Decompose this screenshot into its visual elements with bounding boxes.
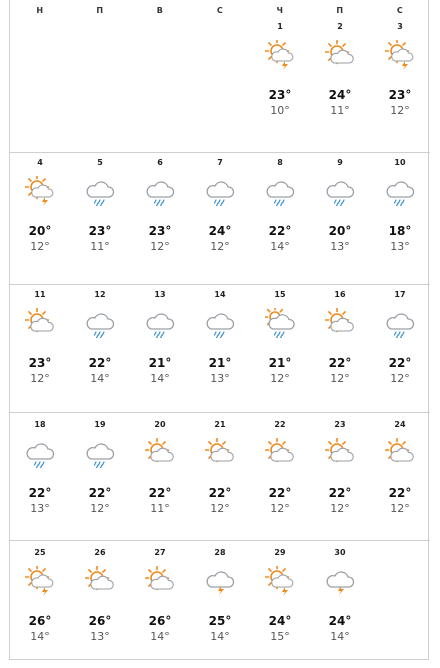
day-number: 14 [214, 290, 226, 299]
temp-low: 13° [90, 630, 110, 643]
weekday-1: Н [36, 6, 44, 15]
temp-high: 18° [388, 224, 412, 238]
weekday-3: В [156, 6, 164, 15]
temp-low: 14° [150, 630, 170, 643]
temp-high: 21° [208, 356, 232, 370]
sun-cloud-icon [325, 40, 355, 70]
day-cell-16[interactable] [310, 290, 370, 410]
weekday-header [10, 0, 430, 22]
temp-high: 22° [208, 486, 232, 500]
temp-high: 22° [268, 224, 292, 238]
temp-low: 12° [330, 502, 350, 515]
day-number: 19 [94, 420, 106, 429]
temp-high: 21° [268, 356, 292, 370]
temp-low: 14° [270, 240, 290, 253]
day-number: 21 [214, 420, 226, 429]
temp-low: 12° [390, 502, 410, 515]
temp-low: 12° [30, 240, 50, 253]
sun-cloud-icon [265, 438, 295, 468]
day-cell-26[interactable] [70, 548, 130, 668]
day-cell-5[interactable] [70, 158, 130, 278]
sun-cloud-rain-icon [265, 308, 295, 338]
temp-high: 23° [388, 88, 412, 102]
day-number: 18 [34, 420, 46, 429]
temp-low: 13° [210, 372, 230, 385]
sun-cloud-storm-icon [265, 40, 295, 70]
temp-high: 23° [28, 356, 52, 370]
temp-low: 12° [270, 372, 290, 385]
cloud-rain-icon [385, 176, 415, 206]
day-cell-15[interactable] [250, 290, 310, 410]
day-number: 17 [394, 290, 406, 299]
week-divider [10, 540, 430, 541]
day-cell-6[interactable] [130, 158, 190, 278]
day-number: 20 [154, 420, 166, 429]
sun-cloud-icon [385, 438, 415, 468]
temp-high: 22° [388, 486, 412, 500]
temp-low: 14° [150, 372, 170, 385]
cloud-rain-icon [85, 438, 115, 468]
day-number: 13 [154, 290, 166, 299]
day-number: 30 [334, 548, 346, 557]
sun-cloud-storm-icon [385, 40, 415, 70]
day-number: 23 [334, 420, 346, 429]
temp-low: 11° [90, 240, 110, 253]
week-row-5 [10, 548, 430, 668]
temp-low: 14° [210, 630, 230, 643]
temp-high: 22° [88, 356, 112, 370]
temp-low: 15° [270, 630, 290, 643]
day-cell-11[interactable] [10, 290, 70, 410]
temp-low: 12° [210, 240, 230, 253]
day-number: 4 [37, 158, 43, 167]
temp-high: 20° [28, 224, 52, 238]
cloud-rain-icon [205, 176, 235, 206]
temp-low: 14° [90, 372, 110, 385]
temp-low: 12° [390, 104, 410, 117]
temp-high: 22° [328, 356, 352, 370]
day-number: 24 [394, 420, 406, 429]
temp-high: 22° [88, 486, 112, 500]
day-number: 26 [94, 548, 106, 557]
day-number: 1 [277, 22, 283, 31]
day-cell-30[interactable] [310, 548, 370, 668]
day-cell-20[interactable] [130, 420, 190, 540]
day-number: 9 [337, 158, 343, 167]
day-number: 27 [154, 548, 166, 557]
weekday-4: С [216, 6, 224, 15]
sun-cloud-storm-icon [265, 566, 295, 596]
sun-cloud-icon [145, 438, 175, 468]
day-cell-12[interactable] [70, 290, 130, 410]
sun-cloud-icon [25, 308, 55, 338]
day-cell-28[interactable] [190, 548, 250, 668]
cloud-rain-icon [145, 176, 175, 206]
week-divider [10, 284, 430, 285]
day-cell-8[interactable] [250, 158, 310, 278]
day-number: 28 [214, 548, 226, 557]
temp-high: 26° [88, 614, 112, 628]
cloud-rain-icon [25, 438, 55, 468]
day-number: 29 [274, 548, 286, 557]
month-calendar [9, 0, 429, 660]
day-number: 5 [97, 158, 103, 167]
day-number: 10 [394, 158, 406, 167]
sun-cloud-icon [325, 308, 355, 338]
day-cell-19[interactable] [70, 420, 130, 540]
temp-high: 22° [328, 486, 352, 500]
day-cell-17[interactable] [370, 290, 430, 410]
temp-high: 24° [268, 614, 292, 628]
temp-low: 12° [90, 502, 110, 515]
temp-high: 25° [208, 614, 232, 628]
week-row-4 [10, 420, 430, 540]
cloud-storm-icon [205, 566, 235, 596]
day-number: 16 [334, 290, 346, 299]
week-divider [10, 412, 430, 413]
temp-high: 23° [88, 224, 112, 238]
week-divider [10, 152, 430, 153]
temp-low: 14° [30, 630, 50, 643]
day-cell-25[interactable] [10, 548, 70, 668]
day-cell-2[interactable] [310, 22, 370, 142]
temp-low: 12° [390, 372, 410, 385]
day-cell-18[interactable] [10, 420, 70, 540]
weekday-7: С [396, 6, 404, 15]
day-cell-27[interactable] [130, 548, 190, 668]
week-row-3 [10, 290, 430, 410]
temp-high: 23° [268, 88, 292, 102]
day-number: 25 [34, 548, 46, 557]
weekday-6: П [336, 6, 344, 15]
day-cell-24[interactable] [370, 420, 430, 540]
temp-low: 12° [270, 502, 290, 515]
sun-cloud-icon [85, 566, 115, 596]
day-cell-23[interactable] [310, 420, 370, 540]
day-cell-3[interactable] [370, 22, 430, 142]
day-cell-10[interactable] [370, 158, 430, 278]
week-row-1 [10, 22, 430, 142]
cloud-rain-icon [265, 176, 295, 206]
day-cell-1[interactable] [250, 22, 310, 142]
temp-high: 21° [148, 356, 172, 370]
temp-high: 22° [148, 486, 172, 500]
day-number: 15 [274, 290, 286, 299]
temp-low: 12° [330, 372, 350, 385]
temp-high: 22° [268, 486, 292, 500]
day-number: 2 [337, 22, 343, 31]
weekday-2: П [96, 6, 104, 15]
sun-cloud-storm-icon [25, 176, 55, 206]
temp-low: 12° [210, 502, 230, 515]
temp-low: 13° [390, 240, 410, 253]
day-cell-9[interactable] [310, 158, 370, 278]
temp-high: 22° [28, 486, 52, 500]
day-cell-7[interactable] [190, 158, 250, 278]
day-cell-21[interactable] [190, 420, 250, 540]
temp-low: 14° [330, 630, 350, 643]
temp-high: 24° [328, 614, 352, 628]
sun-cloud-storm-icon [25, 566, 55, 596]
cloud-rain-icon [205, 308, 235, 338]
temp-high: 26° [28, 614, 52, 628]
day-cell-14[interactable] [190, 290, 250, 410]
temp-low: 11° [330, 104, 350, 117]
cloud-rain-icon [85, 176, 115, 206]
day-cell-13[interactable] [130, 290, 190, 410]
cloud-rain-icon [85, 308, 115, 338]
temp-high: 24° [328, 88, 352, 102]
temp-high: 26° [148, 614, 172, 628]
day-number: 8 [277, 158, 283, 167]
temp-high: 22° [388, 356, 412, 370]
temp-high: 24° [208, 224, 232, 238]
temp-low: 13° [330, 240, 350, 253]
temp-low: 10° [270, 104, 290, 117]
sun-cloud-icon [205, 438, 235, 468]
day-number: 3 [397, 22, 403, 31]
day-cell-29[interactable] [250, 548, 310, 668]
temp-high: 23° [148, 224, 172, 238]
cloud-storm-icon [325, 566, 355, 596]
week-row-2 [10, 158, 430, 278]
cloud-rain-icon [145, 308, 175, 338]
day-number: 22 [274, 420, 286, 429]
sun-cloud-icon [145, 566, 175, 596]
cloud-rain-icon [385, 308, 415, 338]
day-number: 6 [157, 158, 163, 167]
day-number: 12 [94, 290, 106, 299]
temp-low: 13° [30, 502, 50, 515]
temp-high: 20° [328, 224, 352, 238]
day-cell-4[interactable] [10, 158, 70, 278]
weekday-5: Ч [276, 6, 284, 15]
day-cell-22[interactable] [250, 420, 310, 540]
temp-low: 12° [30, 372, 50, 385]
day-number: 11 [34, 290, 46, 299]
temp-low: 12° [150, 240, 170, 253]
day-number: 7 [217, 158, 223, 167]
cloud-rain-icon [325, 176, 355, 206]
sun-cloud-icon [325, 438, 355, 468]
temp-low: 11° [150, 502, 170, 515]
